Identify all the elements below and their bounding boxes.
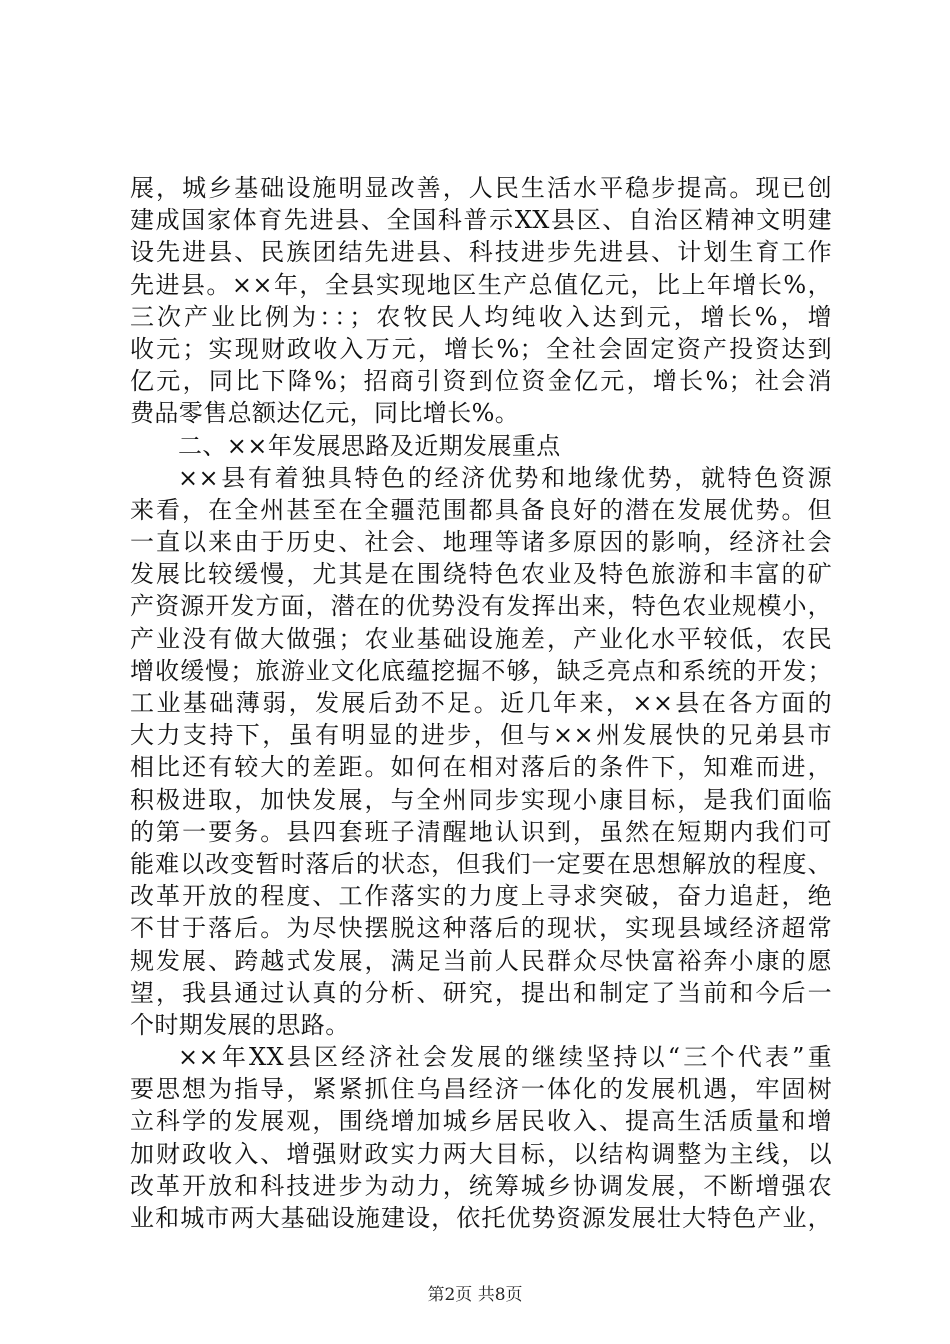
document-body — [130, 172, 832, 1234]
page-number: 第2页 共8页 — [427, 1285, 523, 1305]
text-line: 展，城乡基础设施明显改善，人民生活水平稳步提高。现已创 — [130, 174, 832, 202]
text-line: 工业基础薄弱，发展后劲不足。近几年来，××县在各方面的 — [130, 689, 832, 717]
text-line: 规发展、跨越式发展，满足当前人民群众尽快富裕奔小康的愿 — [130, 946, 832, 975]
text-line: 积极进取，加快发展，与全州同步实现小康目标，是我们面临 — [130, 785, 832, 814]
text-line: 改革开放的程度、工作落实的力度上寻求突破，奋力追赶，绝 — [130, 882, 832, 911]
text-line: 亿元，同比下降%；招商引资到位资金亿元，增长%；社会消 — [130, 367, 832, 396]
text-line: 费品零售总额达亿元，同比增长%。 — [130, 399, 520, 428]
text-line: 个时期发展的思路。 — [130, 1010, 350, 1039]
text-line: ××县有着独具特色的经济优势和地缘优势，就特色资源 — [178, 463, 832, 492]
text-line: 增收缓慢；旅游业文化底蕴挖掘不够，缺乏亮点和系统的开发； — [130, 656, 832, 685]
text-line: 业和城市两大基础设施建设，依托优势资源发展壮大特色产业， — [130, 1204, 832, 1232]
text-line: 收元；实现财政收入万元，增长%；全社会固定资产投资达到 — [130, 334, 832, 363]
text-line: 产业没有做大做强；农业基础设施差，产业化水平较低，农民 — [130, 624, 832, 653]
text-line: 三次产业比例为：：；农牧民人均纯收入达到元，增长%，增 — [130, 302, 832, 331]
text-line: 建成国家体育先进县、全国科普示XX县区、自治区精神文明建 — [130, 206, 832, 235]
text-line: 来看，在全州甚至在全疆范围都具备良好的潜在发展优势。但 — [130, 495, 832, 524]
text-line: 相比还有较大的差距。如何在相对落后的条件下，知难而进， — [130, 753, 832, 782]
text-line: 立科学的发展观，围绕增加城乡居民收入、提高生活质量和增 — [130, 1107, 832, 1136]
text-line: 望，我县通过认真的分析、研究，提出和制定了当前和今后一 — [130, 978, 832, 1007]
text-line: 能难以改变暂时落后的状态，但我们一定要在思想解放的程度、 — [130, 849, 832, 878]
text-line: 产资源开发方面，潜在的优势没有发挥出来，特色农业规模小， — [130, 592, 832, 621]
text-line: ××年XX县区经济社会发展的继续坚持以“三个代表”重 — [178, 1043, 832, 1072]
text-line: 一直以来由于历史、社会、地理等诸多原因的影响，经济社会 — [130, 528, 832, 557]
text-line: 要思想为指导，紧紧抓住乌昌经济一体化的发展机遇，牢固树 — [130, 1075, 832, 1104]
text-line: 设先进县、民族团结先进县、科技进步先进县、计划生育工作 — [130, 238, 832, 267]
text-line: 大力支持下，虽有明显的进步，但与××州发展快的兄弟县市 — [130, 721, 832, 750]
text-line: 发展比较缓慢，尤其是在围绕特色农业及特色旅游和丰富的矿 — [130, 560, 832, 589]
text-line: 先进县。××年，全县实现地区生产总值亿元，比上年增长%， — [130, 270, 832, 299]
text-line: 的第一要务。县四套班子清醒地认识到，虽然在短期内我们可 — [130, 817, 832, 846]
text-line: 加财政收入、增强财政实力两大目标，以结构调整为主线，以 — [130, 1139, 832, 1168]
page-footer — [0, 1285, 950, 1305]
section-heading: 二、××年发展思路及近期发展重点 — [178, 431, 561, 460]
text-line: 改革开放和科技进步为动力，统筹城乡协调发展，不断增强农 — [130, 1171, 832, 1200]
text-line: 不甘于落后。为尽快摆脱这种落后的现状，实现县域经济超常 — [130, 914, 832, 943]
